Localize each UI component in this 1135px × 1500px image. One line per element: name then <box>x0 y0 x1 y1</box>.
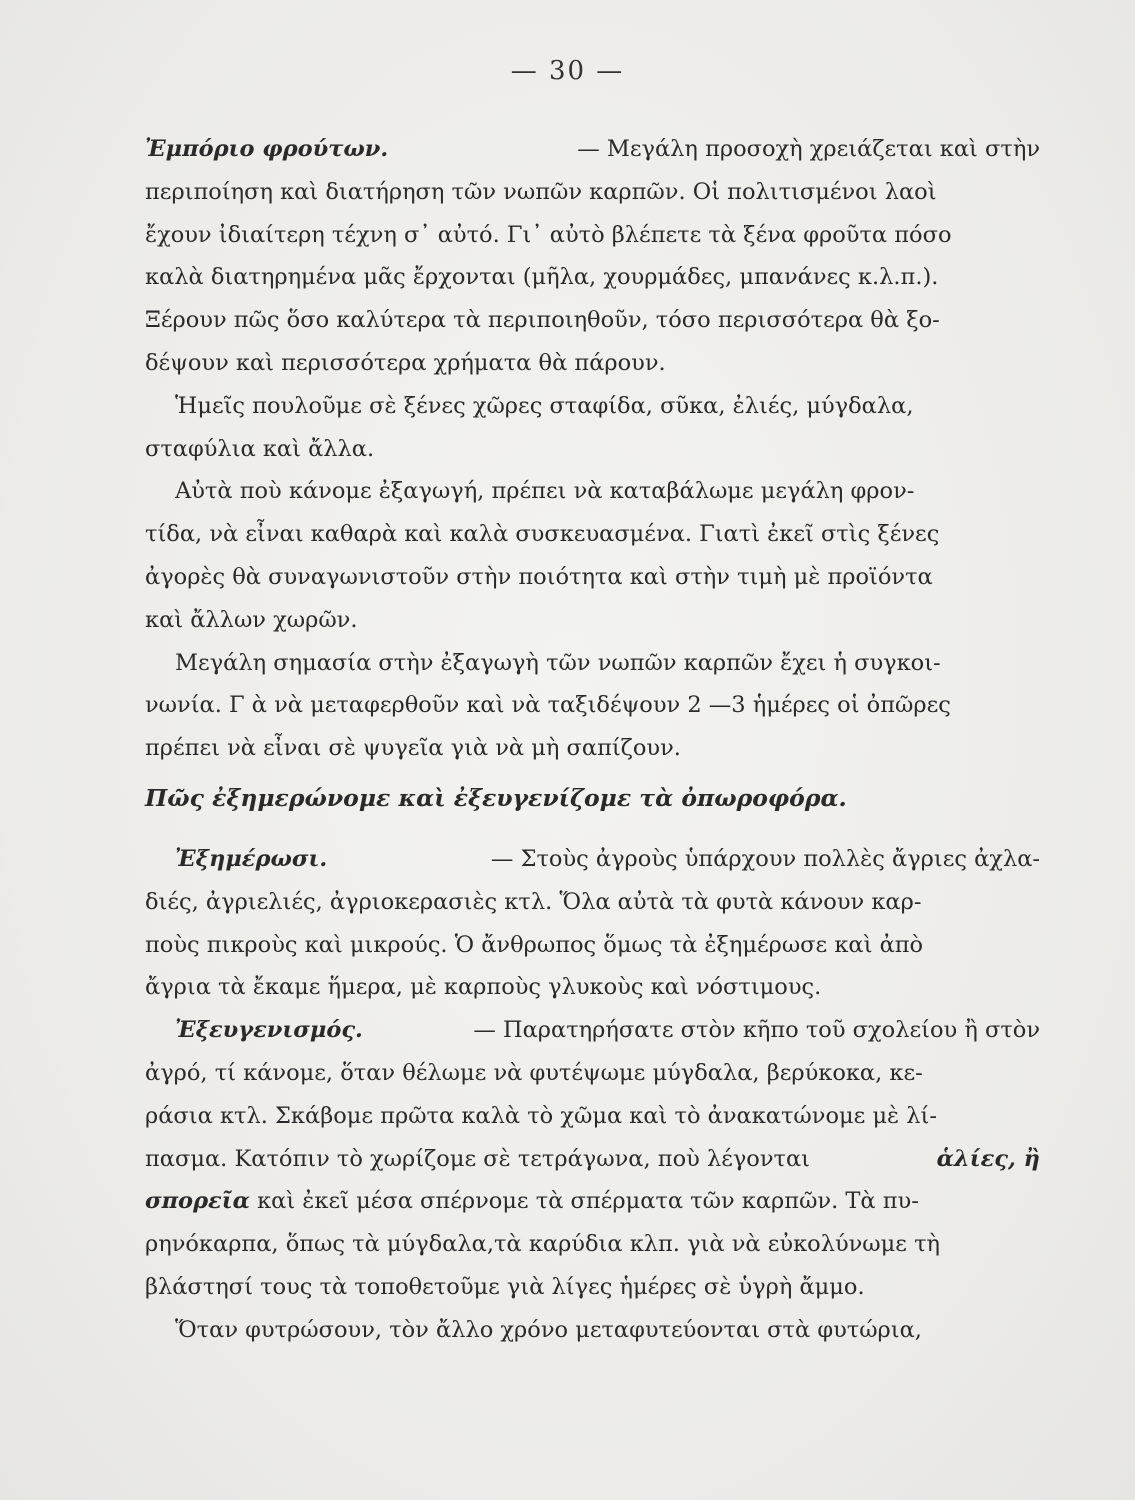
section-heading: Πῶς ἐξημερώνομε καὶ ἐξευγενίζομε τὰ ὀπωροφόρα. <box>145 783 847 812</box>
section-lead-title: Ἐμπόριο φρούτων. <box>145 136 389 162</box>
text-line <box>145 513 1040 556</box>
text-line <box>145 256 1040 299</box>
page-number: — 30 — <box>510 56 625 86</box>
text-line <box>145 1223 1040 1266</box>
text-line <box>145 428 1040 471</box>
text-line <box>145 128 1040 171</box>
text-line <box>145 385 1040 428</box>
text-line <box>145 966 1040 1009</box>
line-text: σταφύλια καὶ ἄλλα. <box>145 435 375 462</box>
text-line <box>145 1138 1040 1181</box>
text-line <box>145 599 1040 642</box>
text-line <box>145 556 1040 599</box>
line-text: πρέπει νὰ εἶναι σὲ ψυγεῖα γιὰ νὰ μὴ σαπίζουν. <box>145 735 681 762</box>
text-line <box>145 214 1040 257</box>
line-text: ἄγρια τὰ ἔκαμε ἥμερα, μὲ καρποὺς γλυκοὺς καὶ νόστιμους. <box>145 974 822 1001</box>
line-text: ρηνόκαρπα, ὅπως τὰ μύγδαλα,τὰ καρύδια κλπ. γιὰ νὰ εὐκολύνωμε τὴ <box>145 1231 941 1258</box>
line-text: — Στοὺς ἀγροὺς ὑπάρχουν πολλὲς ἄγριες ἀχλα- <box>490 845 1040 872</box>
line-text: Ξέρουν πῶς ὅσο καλύτερα τὰ περιποιηθοῦν, τόσο περισσότερα θὰ ξο- <box>145 307 940 334</box>
text-line <box>145 171 1040 214</box>
text-line <box>145 299 1040 342</box>
body-text <box>145 128 1040 1352</box>
line-text: — Μεγάλη προσοχὴ χρειάζεται καὶ στὴν <box>577 136 1040 162</box>
spacer <box>145 822 1040 838</box>
text-line <box>145 1095 1040 1138</box>
line-text: καλὰ διατηρημένα μᾶς ἔρχονται (μῆλα, χουρμάδες, μπανάνες κ.λ.π.). <box>145 264 939 291</box>
text-line <box>145 924 1040 967</box>
text-line <box>145 1052 1040 1095</box>
line-text: καὶ ἄλλων χωρῶν. <box>145 606 358 633</box>
text-line <box>145 642 1040 685</box>
text-line <box>145 838 1040 881</box>
line-text: τίδα, νὰ εἶναι καθαρὰ καὶ καλὰ συσκευασμένα. Γιατὶ ἐκεῖ στὶς ξένες <box>145 521 940 548</box>
line-text: ἀγρό, τί κάνομε, ὅταν θέλωμε νὰ φυτέψωμε μύγδαλα, βερύκοκα, κε- <box>145 1059 923 1086</box>
line-text: διές, ἀγριελιές, ἀγριοκερασιὲς κτλ. Ὅλα αὐτὰ τὰ φυτὰ κάνουν καρ- <box>145 888 922 915</box>
line-text: Ἡμεῖς πουλοῦμε σὲ ξένες χῶρες σταφίδα, σῦκα, ἐλιές, μύγδαλα, <box>175 392 914 419</box>
emphasized-term: ἁλίες, ἢ <box>936 1145 1040 1172</box>
section-lead-title: Ἐξημέρωσι. <box>175 845 328 872</box>
line-text: βλάστησί τους τὰ τοποθετοῦμε γιὰ λίγες ἡμέρες σὲ ὑγρὴ ἄμμο. <box>145 1273 865 1300</box>
line-text: Αὐτὰ ποὺ κάνομε ἐξαγωγή, πρέπει νὰ καταβάλωμε μεγάλη φρον- <box>175 478 915 505</box>
line-text: περιποίηση καὶ διατήρηση τῶν νωπῶν καρπῶν. Οἱ πολιτισμένοι λαοὶ <box>145 178 937 205</box>
line-text: ἀγορὲς θὰ συναγωνιστοῦν στὴν ποιότητα καὶ στὴν τιμὴ μὲ προϊόντα <box>145 563 933 590</box>
line-text: Μεγάλη σημασία στὴν ἐξαγωγὴ τῶν νωπῶν καρπῶν ἔχει ἡ συγκοι- <box>175 649 941 676</box>
text-line <box>145 727 1040 770</box>
line-text: δέψουν καὶ περισσότερα χρήματα θὰ πάρουν. <box>145 349 666 376</box>
line-text: νωνία. Γ ὰ νὰ μεταφερθοῦν καὶ νὰ ταξιδέψουν 2 —3 ἡμέρες οἱ ὀπῶρες <box>145 692 951 719</box>
line-text: ποὺς πικροὺς καὶ μικρούς. Ὁ ἄνθρωπος ὅμως τὰ ἐξημέρωσε καὶ ἀπὸ <box>145 931 924 958</box>
text-line <box>145 1009 1040 1052</box>
section-lead-title: Ἐξευγενισμός. <box>175 1017 363 1044</box>
line-text: ἔχουν ἰδιαίτερη τέχνη σ᾽ αὐτό. Γι᾽ αὐτὸ βλέπετε τὰ ξένα φροῦτα πόσο <box>145 221 952 248</box>
line-text: πασμα. Κατόπιν τὸ χωρίζομε σὲ τετράγωνα, ποὺ λέγονται <box>145 1145 810 1172</box>
line-text: ράσια κτλ. Σκάβομε πρῶτα καλὰ τὸ χῶμα καὶ τὸ ἀνακατώνομε μὲ λί- <box>145 1102 937 1129</box>
text-line <box>145 342 1040 385</box>
text-line <box>145 470 1040 513</box>
emphasized-term: σπορεῖα <box>145 1188 250 1215</box>
text-line <box>145 684 1040 727</box>
line-text: Ὅταν φυτρώσουν, τὸν ἄλλο χρόνο μεταφυτεύονται στὰ φυτώρια, <box>175 1316 922 1343</box>
text-line <box>145 881 1040 924</box>
line-text: — Παρατηρήσατε στὸν κῆπο τοῦ σχολείου ἢ στὸν <box>473 1017 1040 1044</box>
text-line <box>145 1266 1040 1309</box>
section-heading-line <box>145 770 1040 822</box>
text-line <box>145 1309 1040 1352</box>
text-line <box>145 1180 1040 1223</box>
line-text: σπορεῖα καὶ ἐκεῖ μέσα σπέρνομε τὰ σπέρματα τῶν καρπῶν. Τὰ πυ- <box>145 1188 919 1215</box>
